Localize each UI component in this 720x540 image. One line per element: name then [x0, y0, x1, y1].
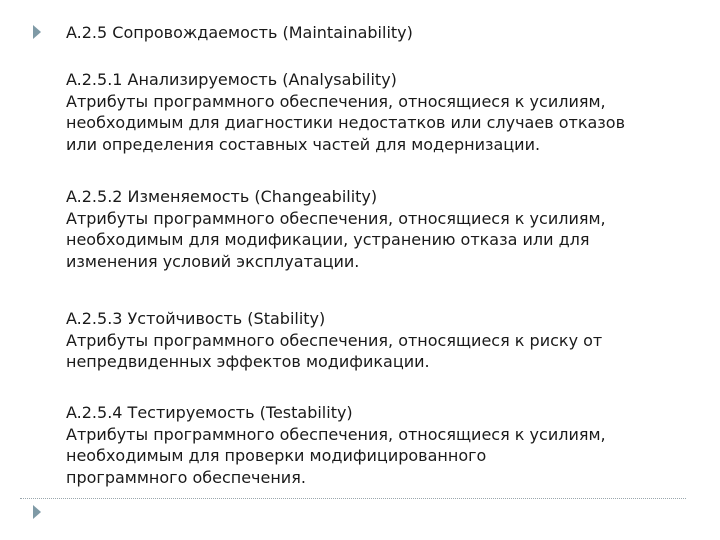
subsection-analysability: [66, 69, 706, 155]
subsection-description: Атрибуты программного обеспечения, относящиеся к усилиям, необходимым для диагностики недостатков или случаев отказов или определения составных частей для модернизации.: [66, 91, 626, 154]
subsection-title: A.2.5.1 Анализируемость (Analysability): [66, 70, 397, 89]
subsection-description: Атрибуты программного обеспечения, относящиеся к усилиям, необходимым для проверки модифицированного программного обеспечения.: [66, 424, 606, 487]
subsection-changeability: [66, 186, 706, 272]
subsection-title: A.2.5.2 Изменяемость (Changeability): [66, 187, 378, 206]
subsection-stability: [66, 308, 706, 373]
slide-heading: A.2.5 Сопровождаемость (Maintainability): [66, 23, 413, 42]
triangle-bullet-icon: [33, 25, 41, 39]
subsection-description: Атрибуты программного обеспечения, относящиеся к риску от непредвиденных эффектов модификации.: [66, 330, 603, 371]
triangle-arrow-icon: [33, 505, 41, 519]
subsection-title: A.2.5.3 Устойчивость (Stability): [66, 309, 326, 328]
bottom-divider: [20, 498, 686, 499]
heading-row: [0, 20, 720, 48]
subsection-description: Атрибуты программного обеспечения, относящиеся к усилиям, необходимым для модификации, устранению отказа или для изменения условий эксплуатации.: [66, 208, 606, 271]
subsection-testability: [66, 402, 706, 488]
subsection-title: A.2.5.4 Тестируемость (Testability): [66, 403, 353, 422]
